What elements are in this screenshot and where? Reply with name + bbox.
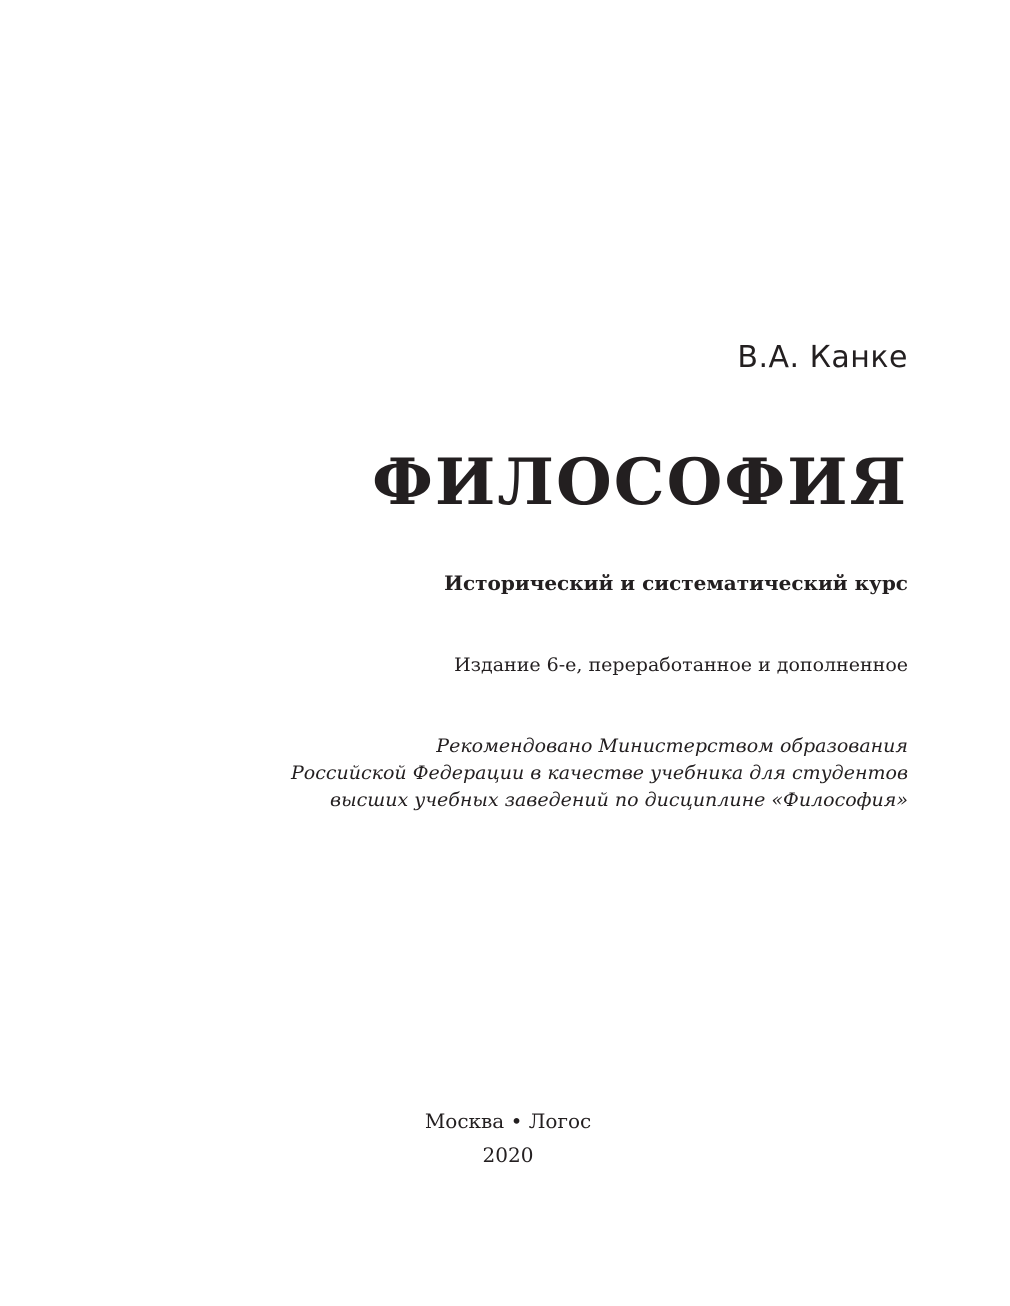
ministry-recommendation xyxy=(188,733,908,814)
book-author: В.А. Канке xyxy=(737,340,908,375)
publication-year: 2020 xyxy=(482,1143,534,1167)
recommendation-line: Российской Федерации в качестве учебника для студентов xyxy=(291,762,908,784)
book-subtitle: Исторический и систематический курс xyxy=(444,571,908,595)
publisher-imprint: Москва • Логос xyxy=(424,1109,592,1133)
book-title: ФИЛОСОФИЯ xyxy=(372,445,908,520)
recommendation-line: Рекомендовано Министерством образования xyxy=(436,735,908,757)
edition-note: Издание 6-е, переработанное и дополненное xyxy=(454,654,908,676)
recommendation-line: высших учебных заведений по дисциплине «Философия» xyxy=(330,789,908,811)
